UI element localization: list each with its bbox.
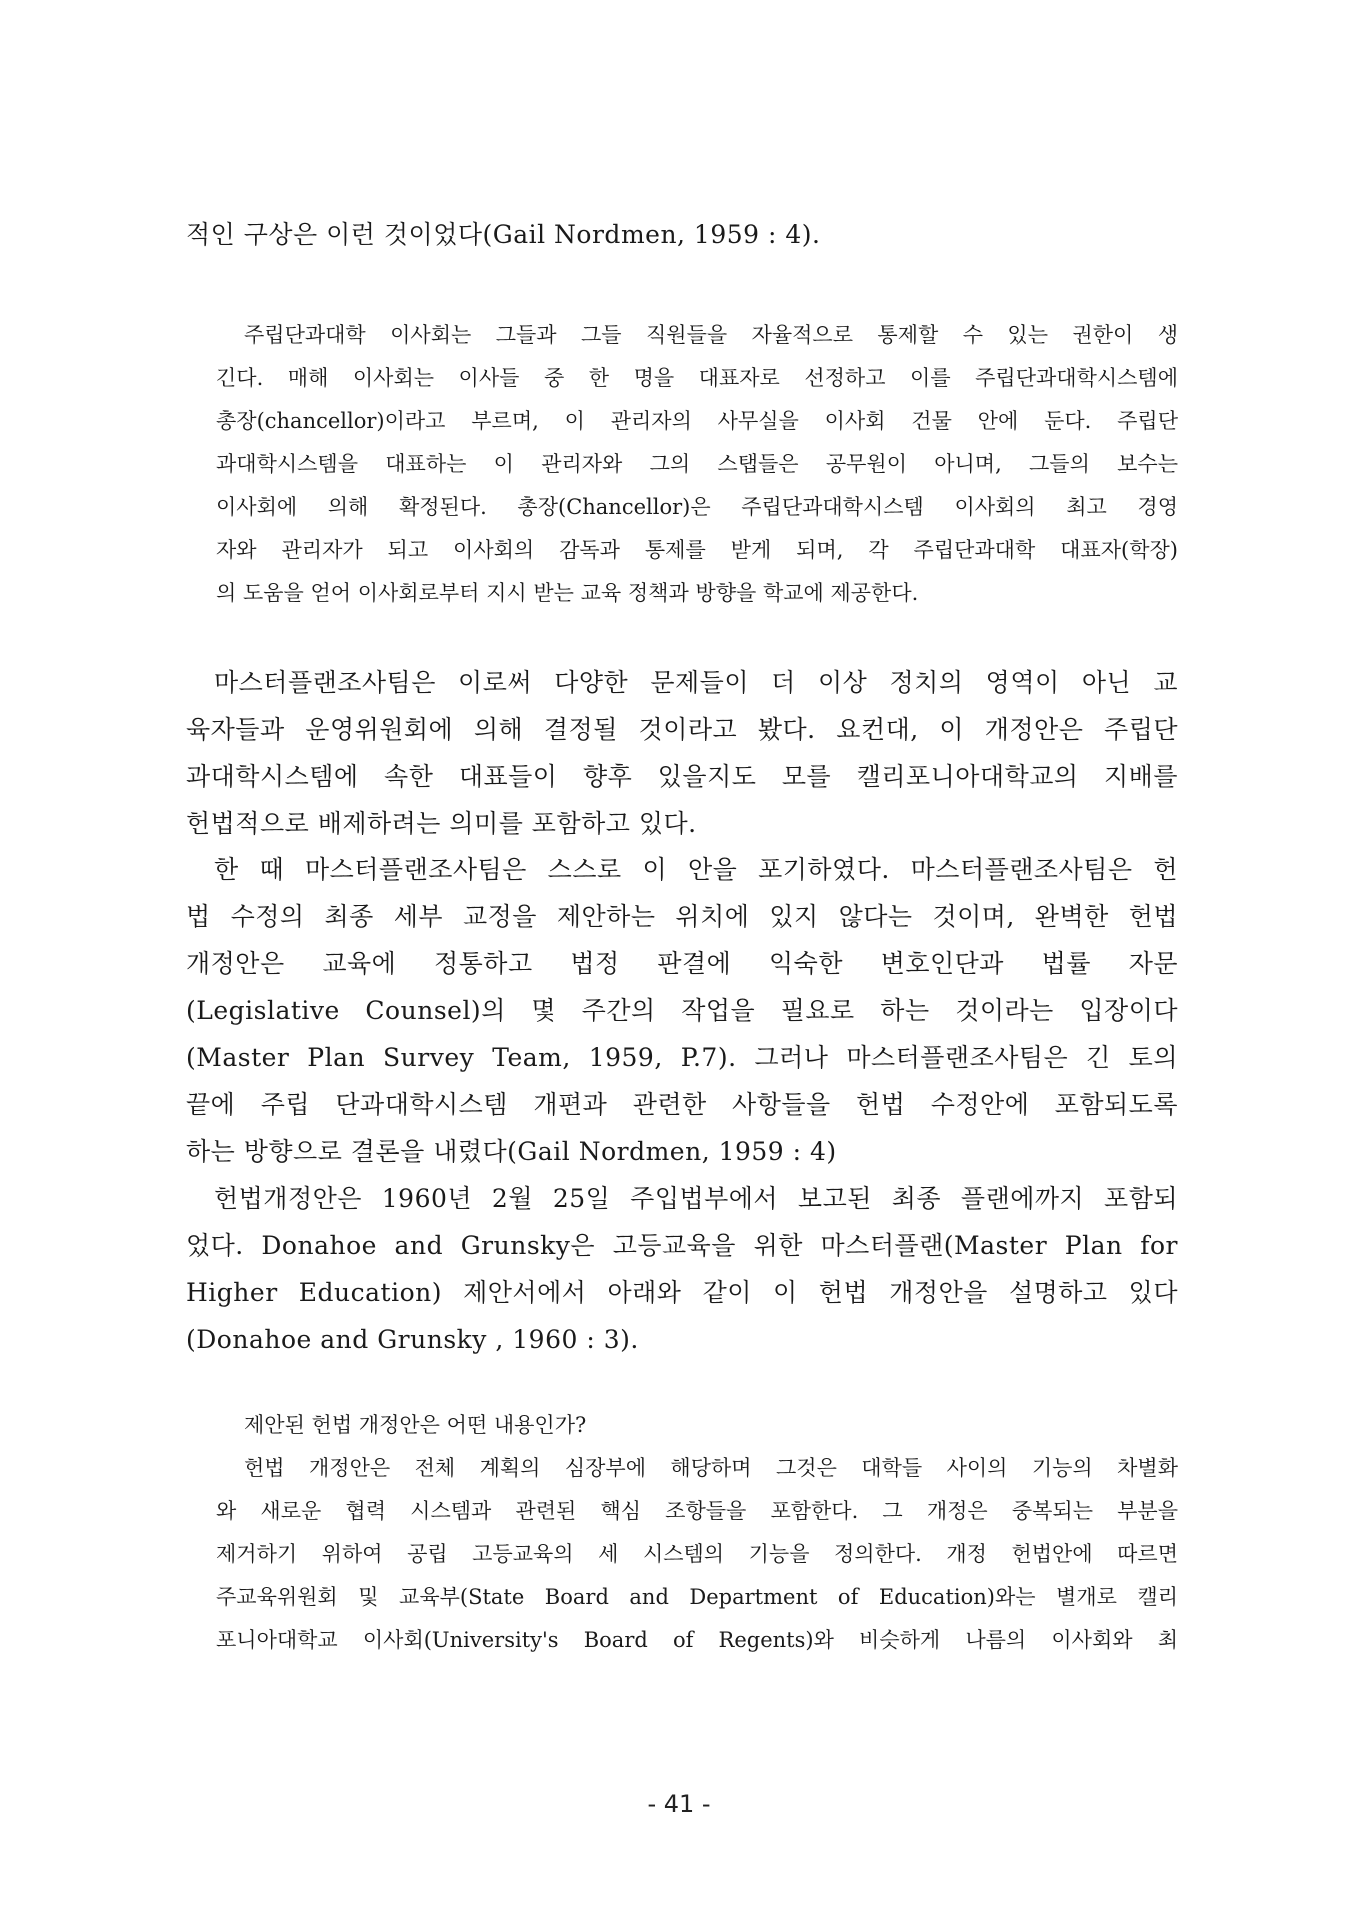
body3-line: 었다. Donahoe and Grunsky은 고등교육을 위한 마스터플랜(Master Plan for bbox=[186, 1231, 1178, 1260]
page-number: - 41 - bbox=[647, 1790, 711, 1818]
quote1-line: 의 도움을 얻어 이사회로부터 지시 받는 교육 정책과 방향을 학교에 제공한다. bbox=[216, 581, 919, 605]
quote2-line: 와 새로운 협력 시스템과 관련된 핵심 조항들을 포함한다. 그 개정은 중복되는 부분을 bbox=[216, 1499, 1178, 1523]
body2-line: 한 때 마스터플랜조사팀은 스스로 이 안을 포기하였다. 마스터플랜조사팀은 헌 bbox=[214, 855, 1178, 884]
quote1-line: 과대학시스템을 대표하는 이 관리자와 그의 스탭들은 공무원이 아니며, 그들의 보수는 bbox=[216, 452, 1178, 476]
body2-line: 끝에 주립 단과대학시스템 개편과 관련한 사항들을 헌법 수정안에 포함되도록 bbox=[186, 1090, 1178, 1119]
body3-line: (Donahoe and Grunsky , 1960 : 3). bbox=[186, 1325, 639, 1354]
quote2-line: 제거하기 위하여 공립 고등교육의 세 시스템의 기능을 정의한다. 개정 헌법안에 따르면 bbox=[216, 1542, 1178, 1566]
quote1-line: 자와 관리자가 되고 이사회의 감독과 통제를 받게 되며, 각 주립단과대학 대표자(학장) bbox=[216, 538, 1178, 562]
quote1-line: 긴다. 매해 이사회는 이사들 중 한 명을 대표자로 선정하고 이를 주립단과대학시스템에 bbox=[216, 366, 1178, 390]
body2-line: 하는 방향으로 결론을 내렸다(Gail Nordmen, 1959 : 4) bbox=[186, 1137, 837, 1166]
body2-line: 개정안은 교육에 정통하고 법정 판결에 익숙한 변호인단과 법률 자문 bbox=[186, 949, 1178, 978]
body3-line: 헌법개정안은 1960년 2월 25일 주입법부에서 보고된 최종 플랜에까지 포함되 bbox=[214, 1184, 1178, 1213]
body2-line: 법 수정의 최종 세부 교정을 제안하는 위치에 있지 않다는 것이며, 완벽한 헌법 bbox=[186, 902, 1178, 931]
body1-line: 헌법적으로 배제하려는 의미를 포함하고 있다. bbox=[186, 809, 697, 838]
intro-line: 적인 구상은 이런 것이었다(Gail Nordmen, 1959 : 4). bbox=[186, 220, 821, 249]
quote1-line: 주립단과대학 이사회는 그들과 그들 직원들을 자율적으로 통제할 수 있는 권한이 생 bbox=[244, 323, 1178, 347]
body1-line: 마스터플랜조사팀은 이로써 다양한 문제들이 더 이상 정치의 영역이 아닌 교 bbox=[214, 668, 1178, 697]
quote1-line: 이사회에 의해 확정된다. 총장(Chancellor)은 주립단과대학시스템 이사회의 최고 경영 bbox=[216, 495, 1178, 519]
body3-line: Higher Education) 제안서에서 아래와 같이 이 헌법 개정안을 설명하고 있다 bbox=[186, 1278, 1178, 1307]
quote2-line: 헌법 개정안은 전체 계획의 심장부에 해당하며 그것은 대학들 사이의 기능의 차별화 bbox=[244, 1456, 1178, 1480]
body2-line: (Master Plan Survey Team, 1959, P.7). 그러나 마스터플랜조사팀은 긴 토의 bbox=[186, 1043, 1178, 1072]
quote2-question: 제안된 헌법 개정안은 어떤 내용인가? bbox=[244, 1413, 587, 1437]
body2-line: (Legislative Counsel)의 몇 주간의 작업을 필요로 하는 것이라는 입장이다 bbox=[186, 996, 1178, 1025]
quote2-line: 주교육위원회 및 교육부(State Board and Department of Education)와는 별개로 캘리 bbox=[216, 1585, 1178, 1609]
quote2-line: 포니아대학교 이사회(University's Board of Regents)와 비슷하게 나름의 이사회와 최 bbox=[216, 1628, 1178, 1652]
body1-line: 육자들과 운영위원회에 의해 결정될 것이라고 봤다. 요컨대, 이 개정안은 주립단 bbox=[186, 715, 1178, 744]
body1-line: 과대학시스템에 속한 대표들이 향후 있을지도 모를 캘리포니아대학교의 지배를 bbox=[186, 762, 1178, 791]
quote1-line: 총장(chancellor)이라고 부르며, 이 관리자의 사무실을 이사회 건물 안에 둔다. 주립단 bbox=[216, 409, 1178, 433]
